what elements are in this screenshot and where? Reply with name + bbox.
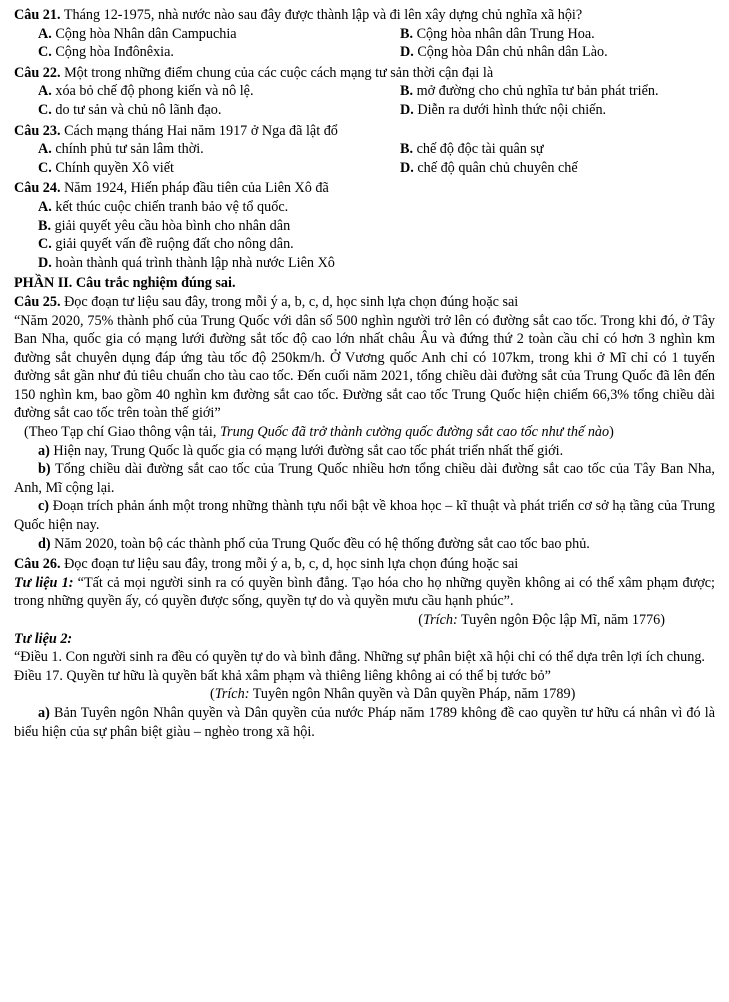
question-25-stem (14, 293, 715, 312)
options-grid (14, 140, 715, 177)
statement-c: c) Đoạn trích phản ánh một trong những thành tựu nổi bật về khoa học – kĩ thuật và phát triển cơ sở hạ tầng của Trung Quốc hiện nay. (14, 498, 715, 534)
source-citation: (Theo Tạp chí Giao thông vận tải, Trung Quốc đã trở thành cường quốc đường sắt cao tốc như thế nào) (24, 424, 614, 441)
question-26 (14, 555, 715, 741)
options-grid (14, 25, 715, 62)
option-d: D. chế độ quân chủ chuyên chế (400, 159, 578, 176)
question-23-stem (14, 122, 715, 141)
option-a: A. Cộng hòa Nhân dân Campuchia (38, 25, 237, 42)
question-text: Cách mạng tháng Hai năm 1917 ở Nga đã lật đổ (64, 122, 338, 139)
question-22-stem (14, 64, 715, 83)
question-22 (14, 64, 715, 120)
option-a: A. chính phủ tư sản lâm thời. (38, 141, 204, 158)
option-c: C. do tư sản và chủ nô lãnh đạo. (38, 101, 222, 118)
option-c: C. Cộng hòa Inđônêxia. (38, 44, 174, 61)
question-text: Tháng 12-1975, nhà nước nào sau đây được thành lập và đi lên xây dựng chủ nghĩa xã hội? (63, 7, 583, 23)
question-label: Câu 26. (14, 556, 61, 573)
source-quote: “Năm 2020, 75% thành phố của Trung Quốc với dân số 500 nghìn người trở lên có đường sắt cao tốc. Trong khi đó, ở Tây Ban Nha, quốc gia có mạng lưới đường sắt tốc độ cao lớn nhất châu Âu và đứng thứ 2 toàn cầu chỉ có hơn 3 nghìn km đường sắt chuyên dụng đáp ứng tàu tốc độ 250km/h. Ở Vương quốc Anh chỉ có 107km, trong khi ở Mĩ chỉ có 1 tuyến đường sắt gần như đủ tiêu chuẩn cho tàu cao tốc. Đến cuối năm 2021, tổng chiều dài đường sắt của Trung Quốc đã lên đến 150 nghìn km, bao gồm 40 nghìn km đường sắt cao tốc. Đường sắt cao tốc Trung Quốc hiện chiếm 66,3% tổng chiều dài đường sắt cao tốc trên toàn thế giới” (14, 312, 715, 422)
option-b: B. chế độ độc tài quân sự (400, 141, 544, 158)
question-21 (14, 6, 715, 62)
section-heading: PHẦN II. Câu trắc nghiệm đúng sai. (14, 275, 236, 292)
option-c: C. Chính quyền Xô viết (38, 159, 174, 176)
document-1-citation: (Trích: Tuyên ngôn Độc lập Mĩ, năm 1776) (418, 612, 665, 628)
question-label: Câu 21. (14, 7, 61, 23)
question-24 (14, 179, 715, 272)
option-a: A. kết thúc cuộc chiến tranh bảo vệ tổ quốc. (38, 198, 289, 215)
document-1: Tư liệu 1: “Tất cả mọi người sinh ra có quyền bình đẳng. Tạo hóa cho họ những quyền không ai có thể xâm phạm được; trong những quyền ấy, có quyền được sống, quyền tự do và quyền mưu cầu hạnh phúc”. (14, 574, 715, 610)
document-2-article-17: Điều 17. Quyền tư hữu là quyền bất khả xâm phạm và thiêng liêng không ai có thể bị tước bỏ” (14, 667, 551, 684)
question-label: Câu 22. (14, 64, 61, 81)
option-c: C. giải quyết vấn đề ruộng đất cho nông dân. (38, 236, 294, 253)
option-b: B. mở đường cho chủ nghĩa tư bản phát triển. (400, 83, 659, 100)
option-d: D. hoàn thành quá trình thành lập nhà nước Liên Xô (38, 254, 335, 271)
statement-d: d) Năm 2020, toàn bộ các thành phố của Trung Quốc đều có hệ thống đường sắt cao tốc bao phủ. (38, 535, 590, 552)
question-25 (14, 293, 715, 553)
question-26-stem (14, 555, 715, 574)
question-text: Năm 1924, Hiến pháp đầu tiên của Liên Xô đã (64, 180, 329, 197)
option-d: D. Cộng hòa Dân chủ nhân dân Lào. (400, 44, 608, 61)
option-a: A. xóa bỏ chế độ phong kiến và nô lệ. (38, 83, 254, 100)
question-text: Đọc đoạn tư liệu sau đây, trong mỗi ý a, b, c, d, học sinh lựa chọn đúng hoặc sai (64, 556, 519, 573)
question-21-stem (14, 6, 715, 25)
document-2-article-1: “Điều 1. Con người sinh ra đều có quyền tự do và bình đẳng. Những sự phân biệt xã hội chỉ có thể dựa trên lợi ích chung. (14, 649, 705, 666)
question-23 (14, 122, 715, 178)
question-label: Câu 25. (14, 293, 61, 310)
document-2-label: Tư liệu 2: (14, 630, 73, 647)
document-2-citation: (Trích: Tuyên ngôn Nhân quyền và Dân quyền Pháp, năm 1789) (210, 686, 576, 703)
question-label: Câu 23. (14, 122, 61, 139)
options-grid (14, 82, 715, 119)
statement-b: b) Tổng chiều dài đường sắt cao tốc của Trung Quốc nhiều hơn tổng chiều dài đường sắt cao tốc của Tây Ban Nha, Anh, Mĩ cộng lại. (14, 461, 715, 496)
option-b: B. Cộng hòa nhân dân Trung Hoa. (400, 25, 595, 42)
question-text: Một trong những điểm chung của các cuộc cách mạng tư sản thời cận đại là (64, 64, 494, 81)
statement-a: a) Hiện nay, Trung Quốc là quốc gia có mạng lưới đường sắt cao tốc phát triển nhất thế giới. (38, 442, 564, 459)
question-24-stem (14, 179, 715, 198)
question-text: Đọc đoạn tư liệu sau đây, trong mỗi ý a, b, c, d, học sinh lựa chọn đúng hoặc sai (64, 293, 519, 310)
option-d: D. Diễn ra dưới hình thức nội chiến. (400, 101, 607, 118)
question-label: Câu 24. (14, 180, 61, 197)
option-b: B. giải quyết yêu cầu hòa bình cho nhân dân (38, 217, 291, 234)
statement-a: a) Bản Tuyên ngôn Nhân quyền và Dân quyền của nước Pháp năm 1789 không đề cao quyền tư hữu cá nhân vì đó là biểu hiện của sự phân biệt giàu – nghèo trong xã hội. (14, 704, 715, 740)
